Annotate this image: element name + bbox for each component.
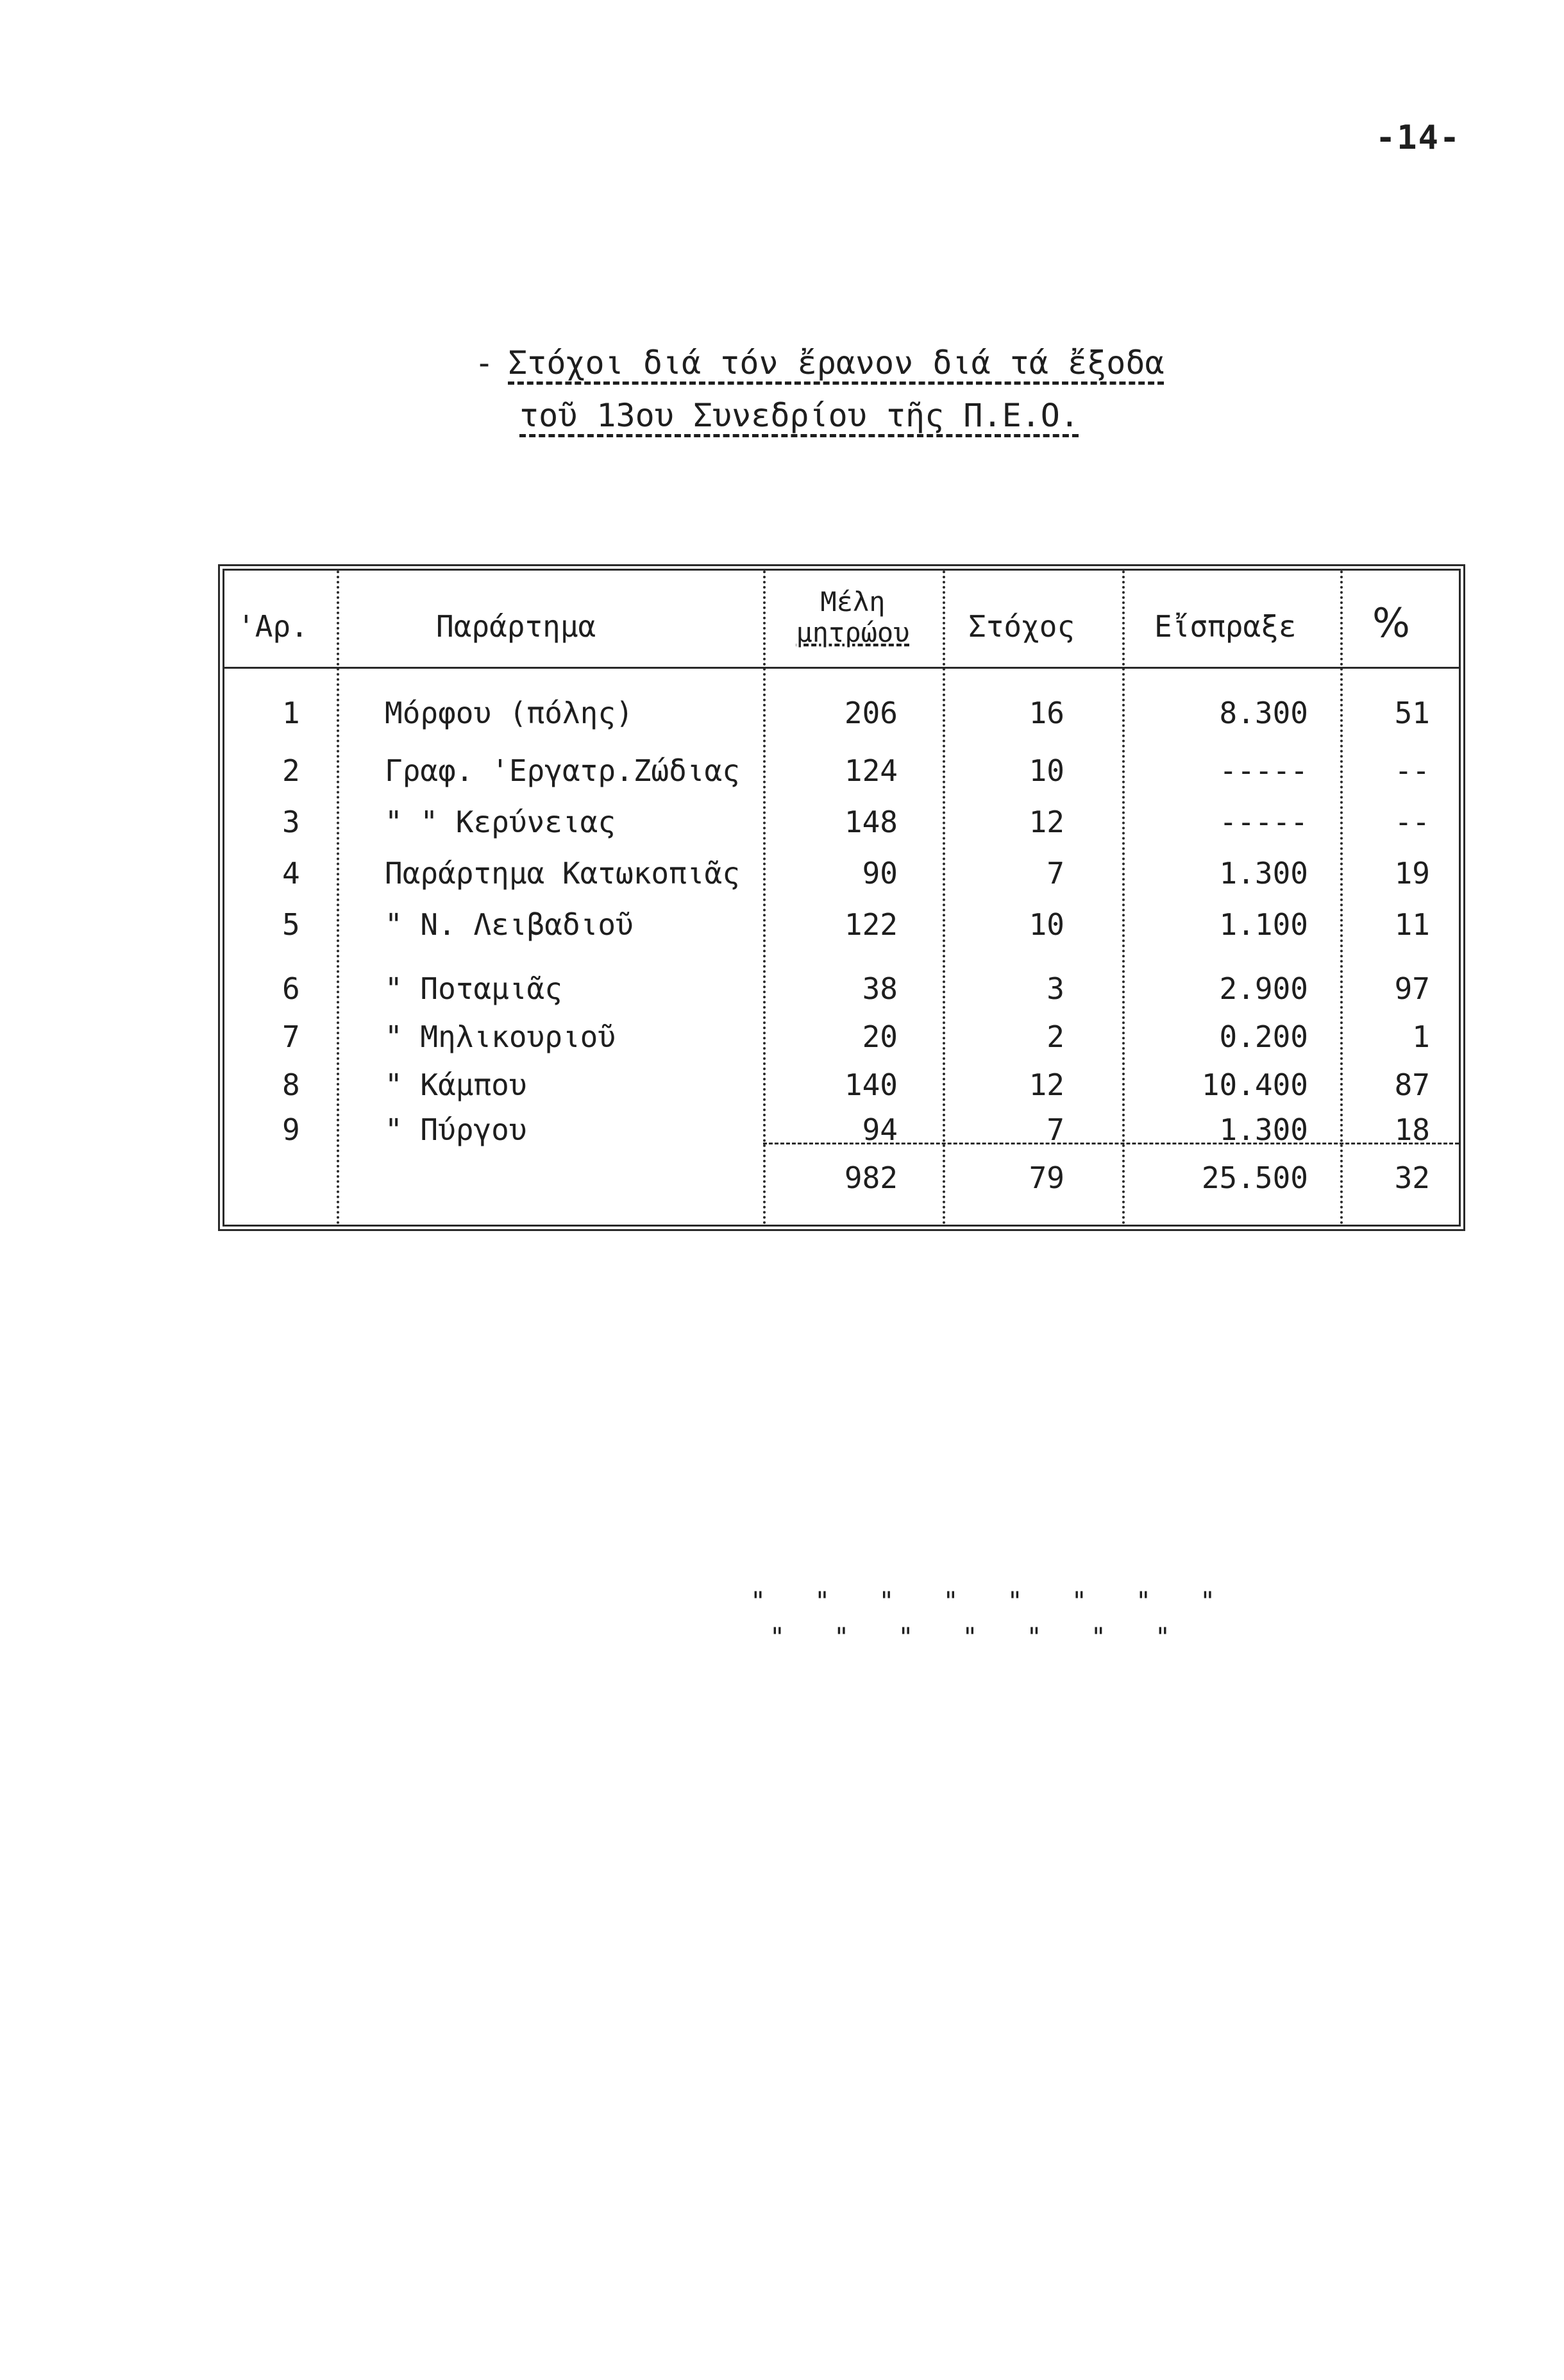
header-no: 'Αρ.: [237, 609, 308, 644]
table-row: [224, 856, 1459, 901]
document-title: [475, 337, 1165, 442]
total-raised: 25.500: [1201, 1161, 1308, 1195]
row-number: 3: [282, 805, 300, 839]
row-branch: Παράρτημα Κατωκοπιᾶς: [385, 856, 740, 891]
row-number: 1: [282, 696, 300, 730]
title-line-1: [475, 337, 1165, 389]
total-percent: 32: [1394, 1161, 1430, 1195]
row-target: 10: [1029, 753, 1064, 788]
totals-row: [224, 1161, 1459, 1205]
row-branch: " Ποταμιᾶς: [385, 971, 562, 1006]
header-members-line1: Μέλη: [820, 586, 886, 617]
row-raised: 0.200: [1219, 1019, 1308, 1054]
row-branch: " Μηλικουριοῦ: [385, 1019, 616, 1054]
header-raised: Εἴσπραξε: [1154, 609, 1297, 644]
header-branch: Παράρτημα: [436, 609, 596, 644]
row-branch: " Πύργου: [385, 1112, 527, 1147]
table-row: [224, 1112, 1459, 1157]
row-target: 16: [1029, 696, 1064, 730]
row-branch: " Κάμπου: [385, 1068, 527, 1102]
row-raised: 8.300: [1219, 696, 1308, 730]
row-members: 206: [844, 696, 898, 730]
row-members: 38: [862, 971, 898, 1006]
row-members: 122: [844, 907, 898, 942]
row-members: 90: [862, 856, 898, 891]
title-text-1: Στόχοι διά τόν ἔρανον διά τά ἔξοδα: [508, 344, 1165, 381]
header-members-line2: μητρώου: [796, 617, 910, 648]
row-percent: 19: [1394, 856, 1430, 891]
row-members: 124: [844, 753, 898, 788]
row-branch: " " Κερύνειας: [385, 805, 616, 839]
header-members: [769, 587, 936, 648]
row-number: 6: [282, 971, 300, 1006]
table-row: [224, 1019, 1459, 1064]
table-row: [224, 753, 1459, 798]
closing-ditto-marks: [750, 1584, 1232, 1655]
row-branch: Γραφ. 'Εργατρ.Ζώδιας: [385, 753, 740, 788]
title-dash: -: [475, 344, 494, 381]
table-row: [224, 1068, 1459, 1112]
ditto-line-2: " " " " " " ": [769, 1623, 1188, 1652]
row-number: 4: [282, 856, 300, 891]
row-percent: 11: [1394, 907, 1430, 942]
row-raised: 1.300: [1219, 856, 1308, 891]
row-raised: 1.300: [1219, 1112, 1308, 1147]
row-target: 2: [1047, 1019, 1064, 1054]
header-rule: [224, 667, 1459, 669]
total-members: 982: [844, 1161, 898, 1195]
row-number: 2: [282, 753, 300, 788]
header-target: Στόχος: [968, 609, 1075, 644]
row-raised: -----: [1219, 753, 1308, 788]
page-number: -14-: [1375, 119, 1461, 157]
row-percent: 1: [1412, 1019, 1430, 1054]
row-percent: 97: [1394, 971, 1430, 1006]
row-raised: -----: [1219, 805, 1308, 839]
row-target: 12: [1029, 1068, 1064, 1102]
title-text-2: τοῦ 13ου Συνεδρίου τῆς Π.Ε.Ο.: [519, 397, 1079, 434]
row-members: 148: [844, 805, 898, 839]
row-target: 12: [1029, 805, 1064, 839]
header-percent: %: [1372, 599, 1410, 646]
row-raised: 2.900: [1219, 971, 1308, 1006]
row-target: 7: [1047, 856, 1064, 891]
table-row: [224, 907, 1459, 952]
ditto-line-1: " " " " " " " ": [750, 1587, 1232, 1616]
row-number: 8: [282, 1068, 300, 1102]
row-percent: 18: [1394, 1112, 1430, 1147]
row-percent: 87: [1394, 1068, 1430, 1102]
row-branch: " Ν. Λειβαδιοῦ: [385, 907, 634, 942]
table-row: [224, 805, 1459, 850]
row-raised: 10.400: [1201, 1068, 1308, 1102]
row-percent: --: [1394, 753, 1430, 788]
targets-table: [218, 564, 1465, 1231]
row-number: 7: [282, 1019, 300, 1054]
row-target: 10: [1029, 907, 1064, 942]
title-line-2: [519, 389, 1165, 442]
row-members: 20: [862, 1019, 898, 1054]
row-raised: 1.100: [1219, 907, 1308, 942]
row-number: 9: [282, 1112, 300, 1147]
row-target: 7: [1047, 1112, 1064, 1147]
row-members: 140: [844, 1068, 898, 1102]
row-percent: 51: [1394, 696, 1430, 730]
row-number: 5: [282, 907, 300, 942]
table-row: [224, 971, 1459, 1016]
total-target: 79: [1029, 1161, 1064, 1195]
row-target: 3: [1047, 971, 1064, 1006]
table-row: [224, 696, 1459, 741]
row-branch: Μόρφου (πόλης): [385, 696, 634, 730]
row-members: 94: [862, 1112, 898, 1147]
row-percent: --: [1394, 805, 1430, 839]
